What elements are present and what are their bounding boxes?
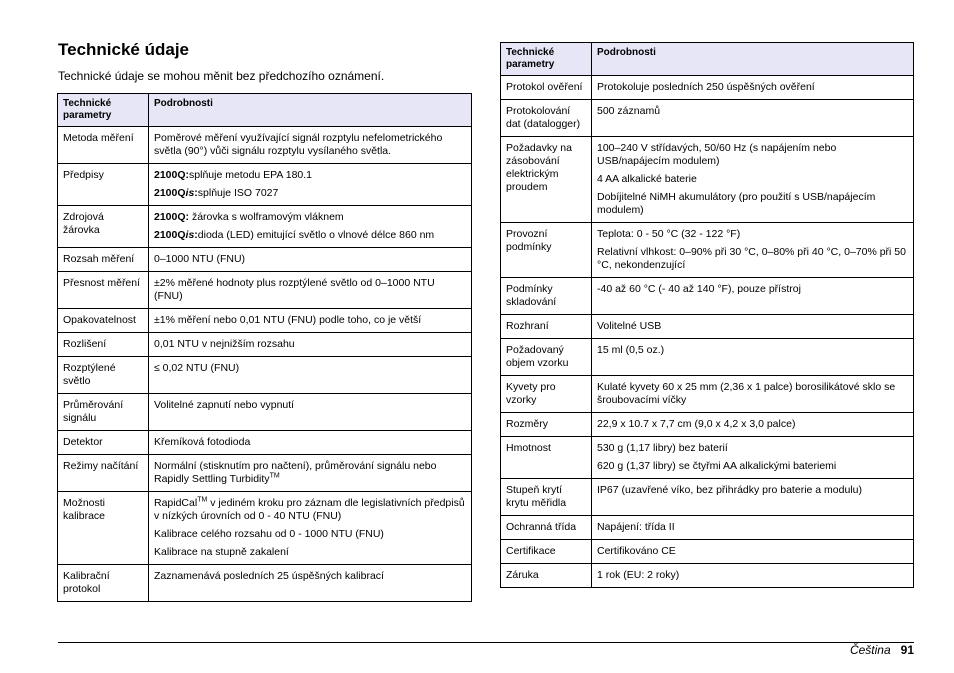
param-cell: Detektor <box>58 431 149 455</box>
param-cell: Rozměry <box>501 413 592 437</box>
table-header-row <box>501 43 914 76</box>
details-cell <box>592 76 914 100</box>
detail-text: 0,01 NTU v nejnižším rozsahu <box>154 338 295 350</box>
param-cell: Rozsah měření <box>58 248 149 272</box>
table-row <box>58 248 472 272</box>
detail-text: ≤ 0,02 NTU (FNU) <box>154 362 240 374</box>
table-row <box>501 437 914 479</box>
param-cell: Ochranná třída <box>501 516 592 540</box>
model-suffix: is <box>185 229 195 241</box>
detail-text: Volitelné zapnutí nebo vypnutí <box>154 399 295 411</box>
details-cell <box>149 164 472 206</box>
detail-line <box>597 545 908 558</box>
detail-line <box>154 460 466 486</box>
details-cell <box>592 137 914 223</box>
model-label: 2100Q <box>154 229 186 241</box>
table-row <box>501 540 914 564</box>
param-cell: Režimy načítání <box>58 455 149 492</box>
details-cell <box>592 223 914 278</box>
details-cell <box>149 357 472 394</box>
table-row <box>501 278 914 315</box>
details-cell <box>149 431 472 455</box>
table-row <box>501 315 914 339</box>
detail-line <box>597 460 908 473</box>
table-row <box>58 455 472 492</box>
detail-line <box>154 169 466 182</box>
param-cell: Předpisy <box>58 164 149 206</box>
detail-text: Teplota: 0 - 50 °C (32 - 122 °F) <box>597 228 741 240</box>
detail-text: splňuje ISO 7027 <box>197 187 279 199</box>
footer-language: Čeština <box>849 643 891 657</box>
detail-text: IP67 (uzavřené víko, bez přihrádky pro baterie a modulu) <box>597 484 862 496</box>
detail-line <box>154 436 466 449</box>
table-header-row <box>58 94 472 127</box>
details-cell <box>149 206 472 248</box>
details-cell <box>149 565 472 602</box>
detail-text: Dobíjitelné NiMH akumulátory (pro použití s USB/napájecím modulem) <box>597 191 876 216</box>
detail-text: splňuje metodu EPA 180.1 <box>189 169 313 181</box>
detail-line <box>597 320 908 333</box>
detail-line <box>154 546 466 559</box>
table-row <box>58 431 472 455</box>
detail-text: 500 záznamů <box>597 105 661 117</box>
detail-text: 4 AA alkalické baterie <box>597 173 697 185</box>
spec-table-right-body <box>501 76 914 588</box>
details-cell <box>149 492 472 565</box>
details-cell <box>149 394 472 431</box>
table-row <box>501 339 914 376</box>
param-cell: Zdrojová žárovka <box>58 206 149 248</box>
param-cell: Hmotnost <box>501 437 592 479</box>
detail-text: 1 rok (EU: 2 roky) <box>597 569 680 581</box>
detail-line <box>597 484 908 497</box>
spec-table-left <box>57 93 472 602</box>
model-label: 2100Q: <box>154 211 190 223</box>
param-cell: Kalibrační protokol <box>58 565 149 602</box>
table-row <box>58 164 472 206</box>
details-cell <box>149 309 472 333</box>
details-cell <box>592 540 914 564</box>
table-row <box>501 516 914 540</box>
details-cell <box>592 315 914 339</box>
model-suffix: is <box>185 187 195 199</box>
param-cell: Požadavky na zásobování elektrickým proudem <box>501 137 592 223</box>
detail-text: v jediném kroku pro záznam dle legislativních předpisů v nízkých úrovních od 0 - 40 NTU (FNU) <box>154 497 465 522</box>
detail-line <box>597 105 908 118</box>
detail-text: dioda (LED) emitující světlo o vlnové délce 860 nm <box>197 229 435 241</box>
detail-line <box>597 246 908 272</box>
detail-line <box>154 211 466 224</box>
details-cell <box>592 437 914 479</box>
details-cell <box>592 100 914 137</box>
detail-text: Kalibrace na stupně zakalení <box>154 546 289 558</box>
trademark-mark: TM <box>197 496 208 504</box>
table-row <box>58 272 472 309</box>
trademark-mark: TM <box>269 472 280 480</box>
rapidcal-name: RapidCal <box>154 497 198 509</box>
details-cell <box>592 339 914 376</box>
detail-line <box>154 314 466 327</box>
detail-text: Certifikováno CE <box>597 545 676 557</box>
details-cell <box>149 127 472 164</box>
table-row <box>58 394 472 431</box>
detail-line <box>154 497 466 523</box>
param-cell: Opakovatelnost <box>58 309 149 333</box>
detail-text: žárovka s wolframovým vláknem <box>189 211 344 223</box>
model-colon: : <box>194 229 198 241</box>
table-row <box>58 357 472 394</box>
param-cell: Protokol ověření <box>501 76 592 100</box>
footer-divider <box>58 642 914 643</box>
detail-text: 15 ml (0,5 oz.) <box>597 344 665 356</box>
detail-text: Zaznamenává posledních 25 úspěšných kalibrací <box>154 570 384 582</box>
param-cell: Průměrování signálu <box>58 394 149 431</box>
details-cell <box>592 376 914 413</box>
param-cell: Protokolování dat (datalogger) <box>501 100 592 137</box>
param-cell: Stupeň krytí krytu měřidla <box>501 479 592 516</box>
intro-text: Technické údaje se mohou měnit bez předchozího oznámení. <box>58 69 385 83</box>
detail-line <box>597 173 908 186</box>
spec-table-left-body <box>58 127 472 602</box>
details-cell <box>592 479 914 516</box>
table-row <box>501 413 914 437</box>
table-row <box>501 564 914 588</box>
spec-table-right <box>500 42 914 588</box>
detail-line <box>154 528 466 541</box>
table-row <box>58 492 472 565</box>
table-row <box>58 565 472 602</box>
page-footer <box>850 643 914 657</box>
param-cell: Rozptýlené světlo <box>58 357 149 394</box>
detail-line <box>154 362 466 375</box>
param-cell: Podmínky skladování <box>501 278 592 315</box>
detail-line <box>154 229 466 242</box>
model-colon: : <box>194 187 198 199</box>
table-row <box>501 100 914 137</box>
detail-text: ±1% měření nebo 0,01 NTU (FNU) podle toho, co je větší <box>154 314 422 326</box>
header-parameters: Technické parametry <box>58 94 149 127</box>
detail-text: ±2% měřené hodnoty plus rozptýlené světlo od 0–1000 NTU (FNU) <box>154 277 435 302</box>
detail-line <box>154 253 466 266</box>
model-label: 2100Q <box>154 187 186 199</box>
param-cell: Rozhraní <box>501 315 592 339</box>
detail-text: Poměrové měření využívající signál rozptylu nefelometrického světla (90°) vůči signálu rozptylu vysílaného světla. <box>154 132 443 157</box>
detail-line <box>154 570 466 583</box>
table-row <box>58 127 472 164</box>
details-cell <box>149 455 472 492</box>
model-label: 2100Q: <box>154 169 190 181</box>
details-cell <box>149 248 472 272</box>
param-cell: Certifikace <box>501 540 592 564</box>
details-cell <box>149 333 472 357</box>
param-cell: Provozní podmínky <box>501 223 592 278</box>
detail-line <box>597 344 908 357</box>
detail-text: -40 až 60 °C (- 40 až 140 °F), pouze přístroj <box>597 283 801 295</box>
detail-text: Normální (stisknutím pro načtení), průměrování signálu nebo Rapidly Settling Turbidity <box>154 460 437 485</box>
param-cell: Rozlišení <box>58 333 149 357</box>
detail-line <box>154 132 466 158</box>
detail-line <box>597 191 908 217</box>
details-cell <box>592 278 914 315</box>
header-details: Podrobnosti <box>149 94 472 127</box>
param-cell: Přesnost měření <box>58 272 149 309</box>
detail-line <box>154 338 466 351</box>
param-cell: Záruka <box>501 564 592 588</box>
detail-text: Křemíková fotodioda <box>154 436 251 448</box>
detail-line <box>597 569 908 582</box>
detail-line <box>597 228 908 241</box>
details-cell <box>592 413 914 437</box>
detail-text: Kulaté kyvety 60 x 25 mm (2,36 x 1 palce) borosilikátové sklo se šroubovacími víčky <box>597 381 896 406</box>
table-row <box>58 309 472 333</box>
detail-line <box>597 283 908 296</box>
detail-text: 22,9 x 10.7 x 7,7 cm (9,0 x 4,2 x 3,0 palce) <box>597 418 796 430</box>
detail-line <box>597 142 908 168</box>
details-cell <box>149 272 472 309</box>
detail-text: Napájení: třída II <box>597 521 675 533</box>
detail-line <box>597 521 908 534</box>
details-cell <box>592 564 914 588</box>
detail-text: 530 g (1,17 libry) bez baterií <box>597 442 728 454</box>
param-cell: Možnosti kalibrace <box>58 492 149 565</box>
header-details: Podrobnosti <box>592 43 914 76</box>
detail-text: Relativní vlhkost: 0–90% při 30 °C, 0–80% při 40 °C, 0–70% při 50 °C, nekondenzující <box>597 246 906 271</box>
table-row <box>501 223 914 278</box>
detail-text: Protokoluje posledních 250 úspěšných ověření <box>597 81 815 93</box>
param-cell: Metoda měření <box>58 127 149 164</box>
table-row <box>501 76 914 100</box>
detail-line <box>597 81 908 94</box>
param-cell: Kyvety pro vzorky <box>501 376 592 413</box>
detail-text: Kalibrace celého rozsahu od 0 - 1000 NTU (FNU) <box>154 528 384 540</box>
table-row <box>501 137 914 223</box>
table-row <box>501 376 914 413</box>
header-parameters: Technické parametry <box>501 43 592 76</box>
table-row <box>58 333 472 357</box>
detail-text: 100–240 V střídavých, 50/60 Hz (s napájením nebo USB/napájecím modulem) <box>597 142 837 167</box>
detail-line <box>154 187 466 200</box>
param-cell: Požadovaný objem vzorku <box>501 339 592 376</box>
detail-line <box>154 277 466 303</box>
page-title: Technické údaje <box>58 40 190 59</box>
details-cell <box>592 516 914 540</box>
detail-line <box>597 442 908 455</box>
detail-text: Volitelné USB <box>597 320 662 332</box>
table-row <box>501 479 914 516</box>
detail-text: 0–1000 NTU (FNU) <box>154 253 246 265</box>
page-number: 91 <box>900 643 914 657</box>
detail-line <box>154 399 466 412</box>
table-row <box>58 206 472 248</box>
detail-text: 620 g (1,37 libry) se čtyřmi AA alkalickými bateriemi <box>597 460 837 472</box>
detail-line <box>597 381 908 407</box>
detail-line <box>597 418 908 431</box>
